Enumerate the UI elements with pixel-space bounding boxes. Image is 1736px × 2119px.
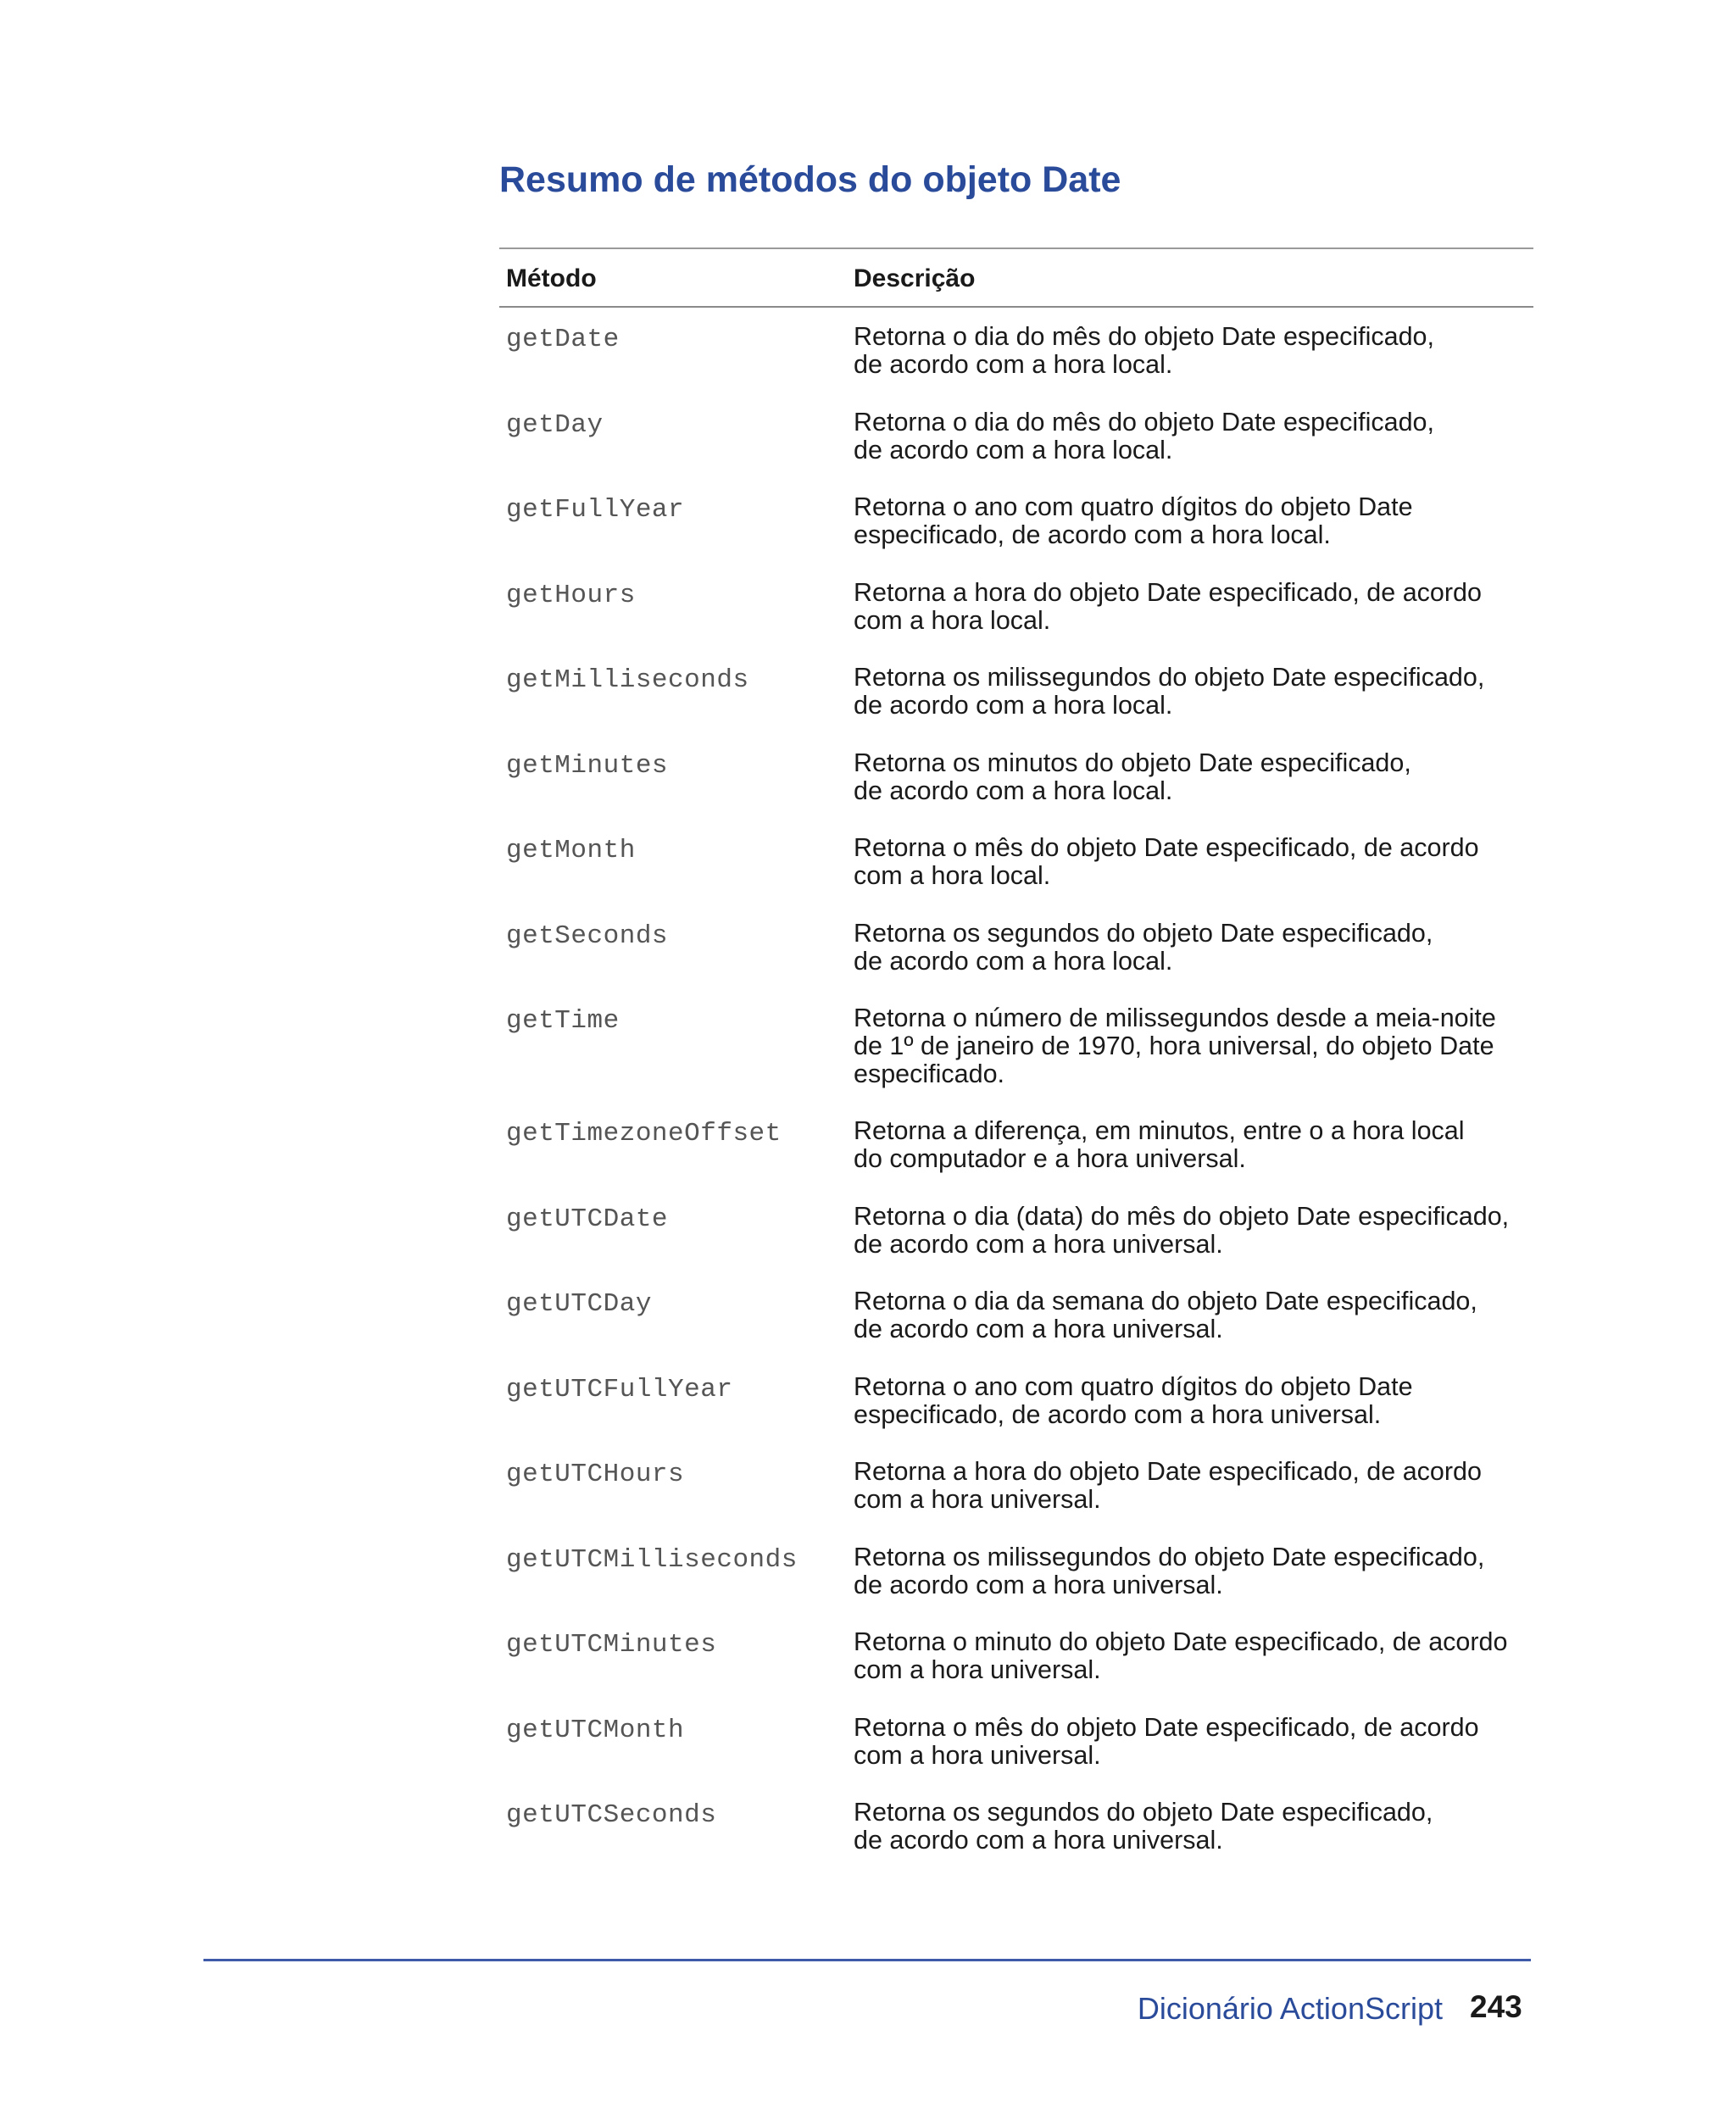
method-description: Retorna o dia da semana do objeto Date especificado, de acordo com a hora universal. — [854, 1287, 1477, 1343]
method-name: getTime — [506, 1006, 620, 1036]
method-description: Retorna o minuto do objeto Date especificado, de acordo com a hora universal. — [854, 1627, 1508, 1684]
method-name: getDate — [506, 325, 620, 354]
table-row — [499, 402, 1533, 487]
column-header-method: Método — [506, 264, 597, 292]
method-description: Retorna o ano com quatro dígitos do objeto Date especificado, de acordo com a hora local. — [854, 492, 1413, 549]
method-description: Retorna a hora do objeto Date especificado, de acordo com a hora universal. — [854, 1457, 1482, 1514]
table-row — [499, 657, 1533, 742]
method-description: Retorna os segundos do objeto Date especificado, de acordo com a hora local. — [854, 918, 1433, 976]
table-row — [499, 1366, 1533, 1452]
method-description: Retorna o ano com quatro dígitos do objeto Date especificado, de acordo com a hora universal. — [854, 1371, 1413, 1429]
method-name: getHours — [506, 580, 636, 610]
table-row — [499, 487, 1533, 572]
method-description: Retorna o número de milissegundos desde a meia-noite de 1º de janeiro de 1970, hora universal, do objeto Date especificado. — [854, 1004, 1496, 1088]
method-name: getDay — [506, 409, 604, 440]
method-name: getUTCMonth — [506, 1715, 685, 1745]
method-name: getUTCMilliseconds — [506, 1544, 798, 1575]
table-row — [499, 998, 1533, 1110]
method-description: Retorna os segundos do objeto Date especificado, de acordo com a hora universal. — [854, 1798, 1433, 1855]
method-description: Retorna o dia do mês do objeto Date especificado, de acordo com a hora local. — [854, 322, 1434, 379]
table-header — [499, 247, 1533, 308]
table-row — [499, 316, 1533, 402]
method-name: getSeconds — [506, 920, 669, 951]
method-name: getUTCFullYear — [506, 1374, 733, 1404]
column-header-description: Descrição — [854, 264, 976, 292]
method-description: Retorna os minutos do objeto Date especificado, de acordo com a hora local. — [854, 748, 1411, 805]
table-row — [499, 1451, 1533, 1537]
method-description: Retorna o mês do objeto Date especificado, de acordo com a hora local. — [854, 833, 1479, 890]
method-name: getUTCSeconds — [506, 1800, 717, 1830]
method-description: Retorna os milissegundos do objeto Date especificado, de acordo com a hora universal. — [854, 1542, 1485, 1599]
table-row — [499, 913, 1533, 998]
table-row — [499, 1621, 1533, 1707]
table-row — [499, 1281, 1533, 1366]
footer-divider — [203, 1959, 1531, 1961]
method-name: getFullYear — [506, 495, 685, 525]
method-name: getTimezoneOffset — [506, 1119, 782, 1148]
method-name: getUTCDay — [506, 1289, 652, 1319]
table-row — [499, 827, 1533, 913]
table-row — [499, 1196, 1533, 1282]
method-name: getMilliseconds — [506, 665, 749, 695]
table-row — [499, 1792, 1533, 1877]
method-name: getUTCHours — [506, 1460, 685, 1489]
table-body — [499, 308, 1533, 1877]
footer-book-title: Dicionário ActionScript — [1137, 1991, 1443, 2026]
method-name: getMinutes — [506, 750, 669, 781]
method-name: getMonth — [506, 836, 636, 865]
method-description: Retorna o mês do objeto Date especificado, de acordo com a hora universal. — [854, 1712, 1479, 1770]
method-description: Retorna a diferença, em minutos, entre o a hora local do computador e a hora universal. — [854, 1116, 1465, 1173]
table-row — [499, 1707, 1533, 1793]
method-name: getUTCDate — [506, 1204, 669, 1234]
method-description: Retorna o dia do mês do objeto Date especificado, de acordo com a hora local. — [854, 407, 1434, 464]
method-description: Retorna os milissegundos do objeto Date especificado, de acordo com a hora local. — [854, 663, 1485, 720]
table-row — [499, 1537, 1533, 1622]
method-description: Retorna a hora do objeto Date especificado, de acordo com a hora local. — [854, 577, 1482, 635]
table-row — [499, 1110, 1533, 1196]
page-number: 243 — [1470, 1989, 1522, 2024]
table-row — [499, 742, 1533, 828]
methods-summary-table — [499, 247, 1533, 1877]
method-description: Retorna o dia (data) do mês do objeto Date especificado, de acordo com a hora universal. — [854, 1201, 1510, 1259]
table-row — [499, 572, 1533, 658]
method-name: getUTCMinutes — [506, 1630, 717, 1660]
page-title: Resumo de métodos do objeto Date — [499, 159, 1121, 200]
